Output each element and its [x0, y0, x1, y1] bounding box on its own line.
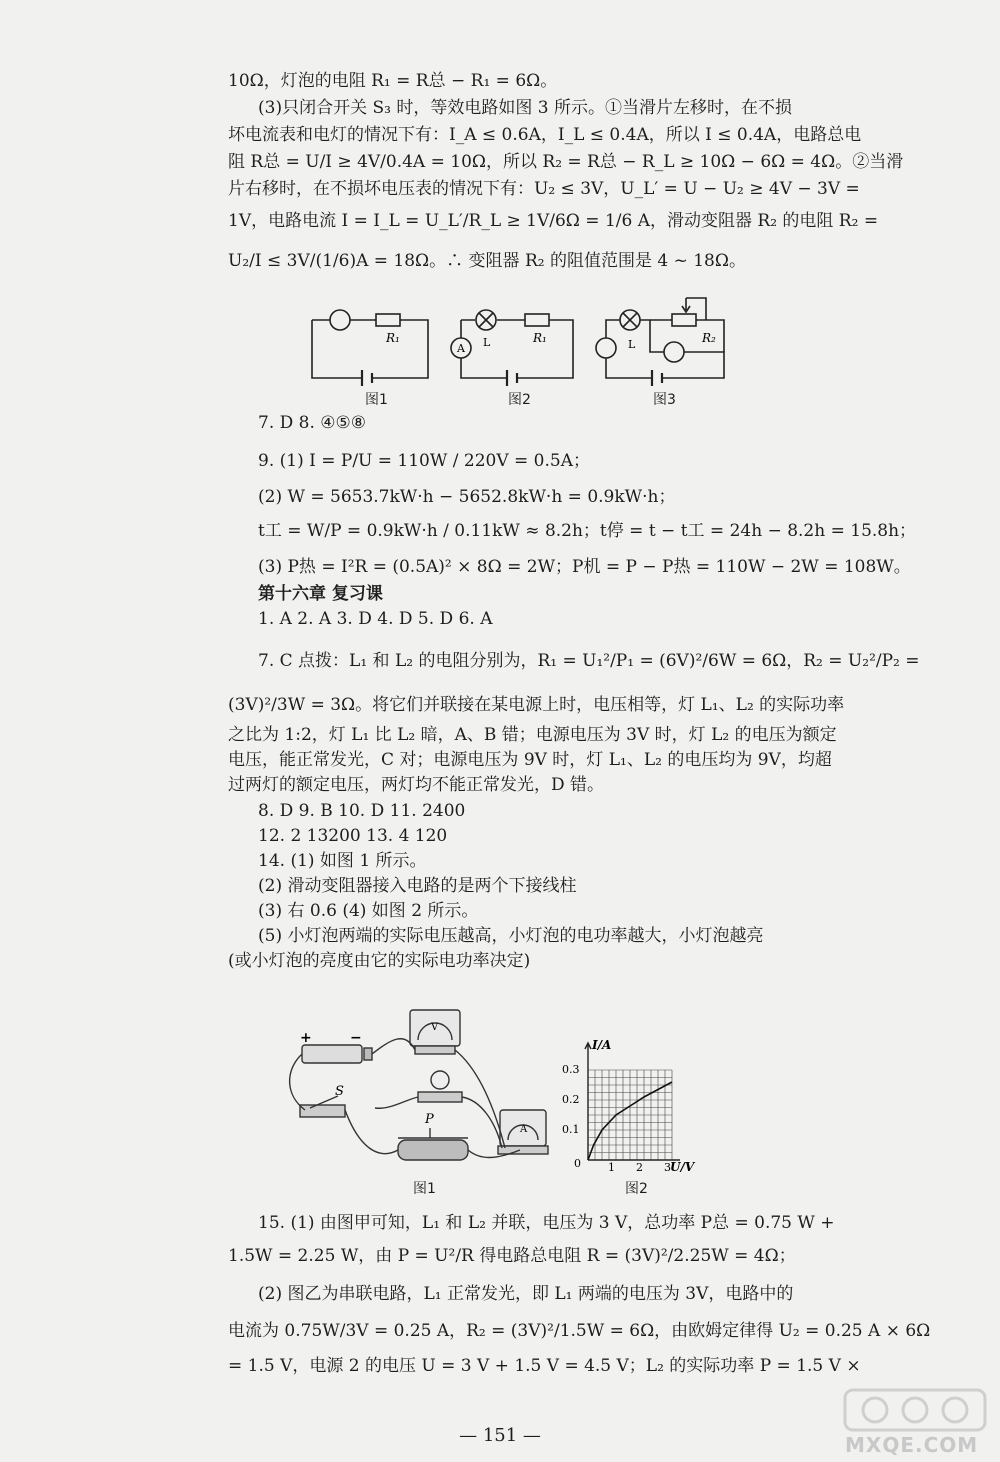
circuit-diagram-2: [445, 290, 585, 405]
text-line: (5) 小灯泡两端的实际电压越高，小灯泡的电功率越大，小灯泡越亮: [258, 926, 764, 946]
page-number: — 151 —: [459, 1425, 541, 1446]
text-line: 之比为 1:2，灯 L₁ 比 L₂ 暗，A、B 错；电源电压为 3V 时，灯 L₂ 的电压为额定: [228, 725, 837, 745]
text-line: 坏电流表和电灯的情况下有：I_A ≤ 0.6A，I_L ≤ 0.4A，所以 I ≤ 0.4A，电路总电: [228, 125, 862, 145]
graph-axes: [585, 1043, 680, 1160]
text-line: 9. (1) I = P/U = 110W / 220V = 0.5A；: [258, 451, 590, 471]
apparatus-caption: 图1: [413, 1181, 436, 1197]
svg-text:L: L: [628, 338, 636, 351]
text-line: (3)只闭合开关 S₃ 时，等效电路如图 3 所示。①当滑片左移时，在不损: [258, 98, 792, 118]
graph-caption: 图2: [625, 1181, 648, 1197]
svg-text:−: −: [350, 1030, 362, 1046]
x-axis-label: U/V: [670, 1160, 695, 1174]
text-line: t工 = W/P = 0.9kW·h / 0.11kW ≈ 8.2h；t停 = t − t工 = 24h − 8.2h = 15.8h；: [258, 521, 917, 541]
text-line: 1. A 2. A 3. D 4. D 5. D 6. A: [258, 609, 493, 629]
svg-text:R₂: R₂: [702, 331, 716, 345]
svg-text:S: S: [335, 1084, 344, 1099]
text-line: 1.5W = 2.25 W，由 P = U²/R 得电路总电阻 R = (3V)²/2.25W = 4Ω；: [228, 1246, 796, 1266]
text-line: 1V，电路电流 I = I_L = U_L′/R_L ≥ 1V/6Ω = 1/6 A，滑动变阻器 R₂ 的电阻 R₂ =: [228, 211, 879, 231]
svg-text:+: +: [300, 1030, 312, 1046]
apparatus-diagram: [280, 1000, 560, 1175]
text-line: 7. D 8. ④⑤⑧: [258, 413, 367, 433]
text-line: (或小灯泡的亮度由它的实际电功率决定): [228, 951, 531, 971]
text-line: 15. (1) 由图甲可知，L₁ 和 L₂ 并联，电压为 3 V，总功率 P总 = 0.75 W +: [258, 1213, 835, 1233]
origin-label: 0: [574, 1157, 581, 1170]
svg-text:L: L: [483, 336, 491, 349]
circuit-diagram-1: [300, 290, 440, 405]
text-line: (2) 图乙为串联电路，L₁ 正常发光，即 L₁ 两端的电压为 3V，电路中的: [258, 1284, 794, 1304]
y-tick-label: 0.3: [562, 1063, 580, 1076]
svg-text:A: A: [520, 1124, 528, 1135]
y-axis-label: I/A: [592, 1038, 612, 1052]
text-line: 8. D 9. B 10. D 11. 2400: [258, 801, 466, 821]
text-line: 10Ω，灯泡的电阻 R₁ = R总 − R₁ = 6Ω。: [228, 71, 558, 91]
y-tick-label: 0.1: [562, 1123, 580, 1136]
text-line: 过两灯的额定电压，两灯均不能正常发光，D 错。: [228, 775, 605, 795]
text-line: 阻 R总 = U/I ≥ 4V/0.4A = 10Ω，所以 R₂ = R总 − R_L ≥ 10Ω − 6Ω = 4Ω。②当滑: [228, 152, 904, 172]
y-tick-label: 0.2: [562, 1093, 580, 1106]
iu-graph: [560, 1035, 700, 1175]
svg-text:A: A: [457, 342, 465, 355]
svg-text:P: P: [425, 1112, 434, 1127]
r1-label: R₁: [386, 331, 400, 345]
text-line: = 1.5 V，电源 2 的电压 U = 3 V + 1.5 V = 4.5 V；L₂ 的实际功率 P = 1.5 V ×: [228, 1356, 861, 1376]
text-line: 14. (1) 如图 1 所示。: [258, 851, 427, 871]
text-line: (2) W = 5653.7kW·h − 5652.8kW·h = 0.9kW·h；: [258, 487, 676, 507]
graph-grid: [588, 1070, 672, 1160]
x-tick-label: 3: [664, 1161, 671, 1174]
svg-text:R₁: R₁: [533, 331, 547, 345]
text-line: (3) 右 0.6 (4) 如图 2 所示。: [258, 901, 479, 921]
text-line: 电压，能正常发光，C 对；电源电压为 9V 时，灯 L₁、L₂ 的电压均为 9V，均超: [228, 750, 832, 770]
x-tick-label: 1: [608, 1161, 615, 1174]
text-line: (3) P热 = I²R = (0.5A)² × 8Ω = 2W；P机 = P − P热 = 110W − 2W = 108W。: [258, 557, 911, 577]
watermark-text: MXQE.COM: [845, 1433, 979, 1457]
fig2-caption: 图2: [508, 392, 531, 408]
text-line: 7. C 点拨：L₁ 和 L₂ 的电阻分别为，R₁ = U₁²/P₁ = (6V)²/6W = 6Ω，R₂ = U₂²/P₂ =: [258, 651, 920, 671]
text-line: (3V)²/3W = 3Ω。将它们并联接在某电源上时，电压相等，灯 L₁、L₂ 的实际功率: [228, 695, 845, 715]
fig3-caption: 图3: [653, 392, 676, 408]
text-line: 电流为 0.75W/3V = 0.25 A，R₂ = (3V)²/1.5W = 6Ω，由欧姆定律得 U₂ = 0.25 A × 6Ω: [228, 1321, 931, 1341]
text-line: 片右移时，在不损坏电压表的情况下有：U₂ ≤ 3V，U_L′ = U − U₂ ≥ 4V − 3V =: [228, 179, 860, 199]
text-line: 12. 2 13200 13. 4 120: [258, 826, 448, 846]
fig1-caption: 图1: [365, 392, 388, 408]
circuit-diagram-3: [590, 290, 740, 405]
section-heading: 第十六章 复习课: [258, 584, 383, 604]
svg-text:V: V: [431, 1022, 439, 1033]
text-line: (2) 滑动变阻器接入电路的是两个下接线柱: [258, 876, 577, 896]
text-line: U₂/I ≤ 3V/(1/6)A = 18Ω。∴ 变阻器 R₂ 的阻值范围是 4 ~ 18Ω。: [228, 251, 746, 271]
x-tick-label: 2: [636, 1161, 643, 1174]
